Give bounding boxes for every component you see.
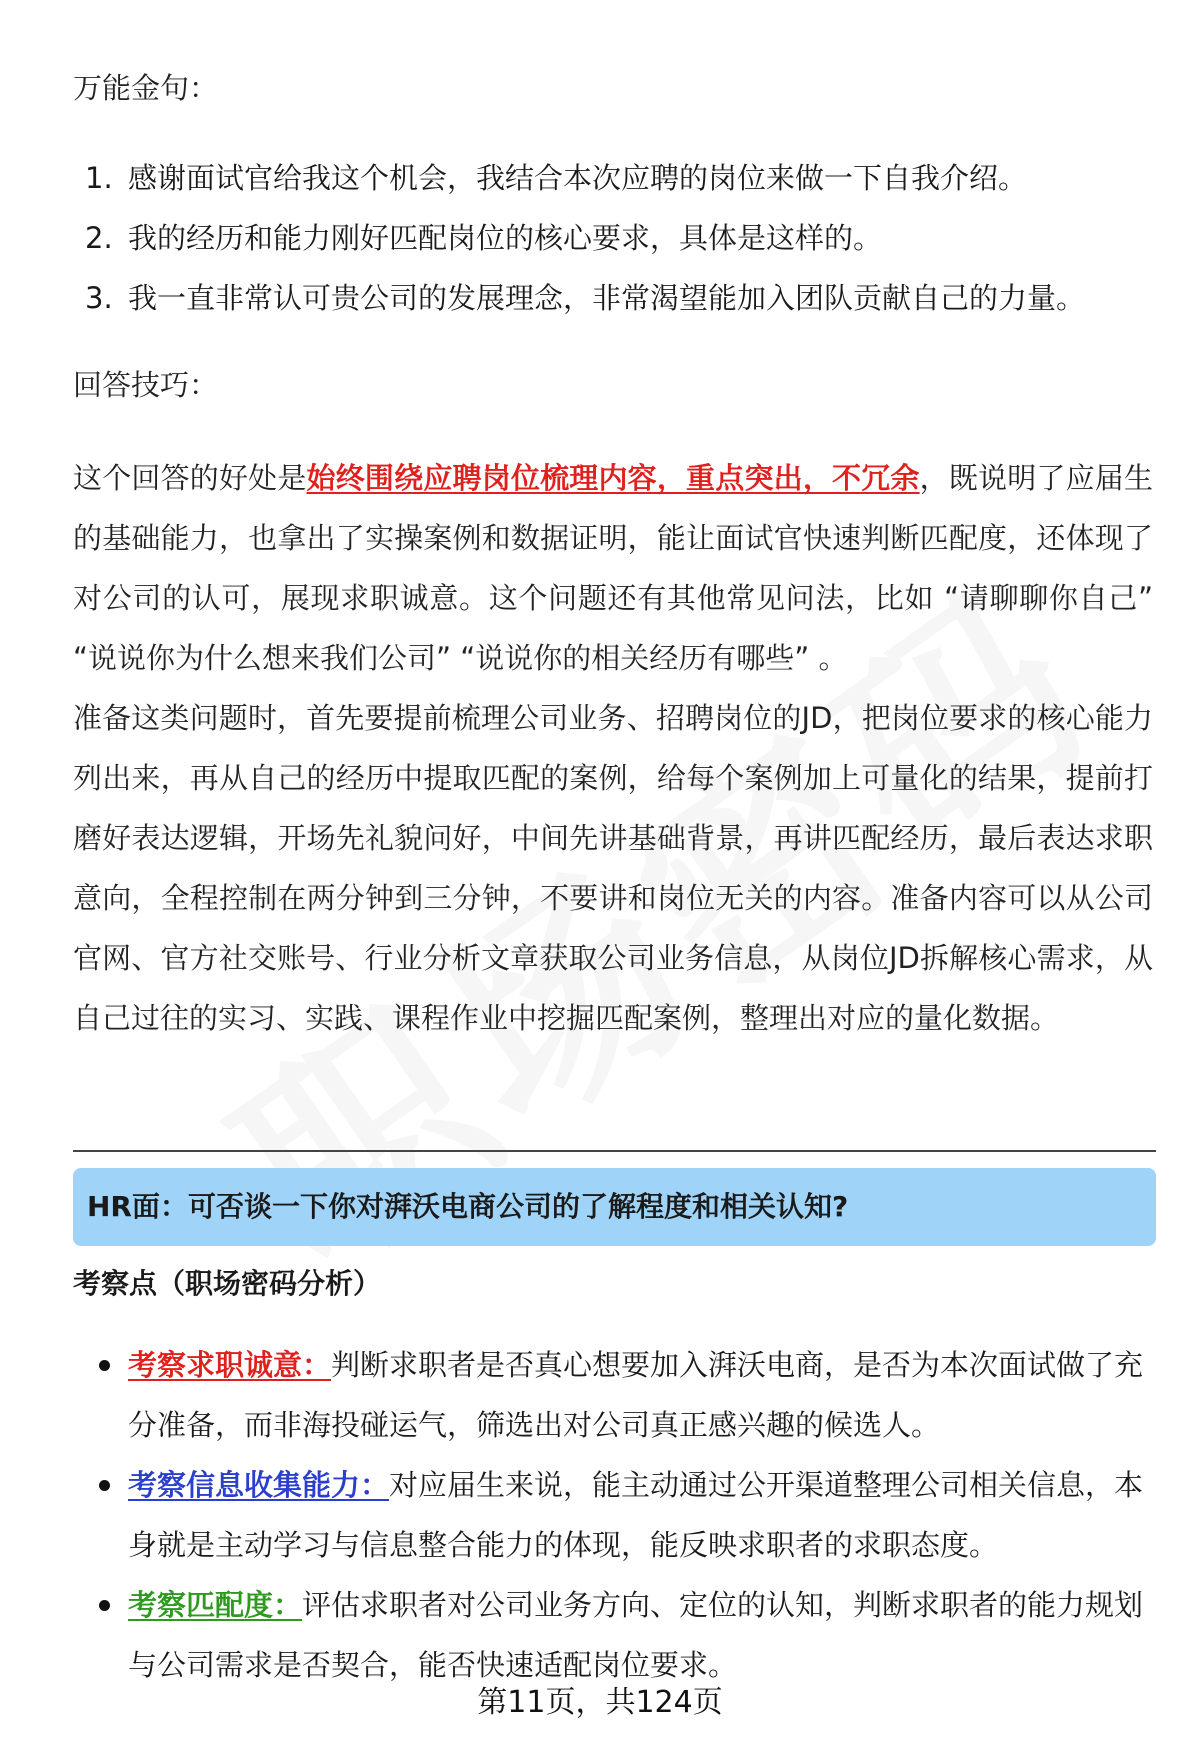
list-item [73, 273, 1153, 333]
tips-text: ，既说明了应届生的基础能力，也拿出了实操案例和数据证明，能让面试官快速判断匹配度，还体现了对公司的认可，展现求职诚意。这个问题还有其他常见问法，比如 “请聊聊你自己” “说说你为什么想来我们公司” “说说你的相关经历有哪些” 。 [73, 461, 1153, 675]
list-item [73, 213, 1153, 273]
list-number: 3. [85, 281, 113, 315]
point-label: 考察匹配度： [128, 1588, 303, 1622]
list-item [73, 1455, 1156, 1575]
bullet-icon [99, 1480, 110, 1491]
list-item [73, 1575, 1156, 1695]
phrase-list [73, 153, 1153, 333]
point-text: 评估求职者对公司业务方向、定位的认知，判断求职者的能力规划与公司需求是否契合，能否快速适配岗位要求。 [128, 1588, 1144, 1682]
points-list [73, 1335, 1156, 1695]
point-label: 考察信息收集能力： [128, 1468, 390, 1502]
point-text: 对应届生来说，能主动通过公开渠道整理公司相关信息，本身就是主动学习与信息整合能力的体现，能反映求职者的求职态度。 [128, 1468, 1144, 1562]
tips-text: 这个回答的好处是 [73, 461, 307, 495]
bullet-icon [99, 1360, 110, 1371]
tips-label: 回答技巧： [73, 368, 219, 402]
list-text: 我的经历和能力刚好匹配岗位的核心要求，具体是这样的。 [128, 221, 883, 255]
list-number: 1. [85, 161, 113, 195]
divider [73, 1150, 1156, 1152]
list-item [73, 153, 1153, 213]
list-number: 2. [85, 221, 113, 255]
tips-paragraph-2: 准备这类问题时，首先要提前梳理公司业务、招聘岗位的JD，把岗位要求的核心能力列出来，再从自己的经历中提取匹配的案例，给每个案例加上可量化的结果，提前打磨好表达逻辑，开场先礼貌问好，中间先讲基础背景，再讲匹配经历，最后表达求职意向，全程控制在两分钟到三分钟，不要讲和岗位无关的内容。准备内容可以从公司官网、官方社交账号、行业分析文章获取公司业务信息，从岗位JD拆解核心需求，从自己过往的实习、实践、课程作业中挖掘匹配案例，整理出对应的量化数据。 [73, 701, 1153, 1035]
tips-paragraph-1 [73, 448, 1153, 688]
intro-label: 万能金句： [73, 71, 219, 105]
point-text: 判断求职者是否真心想要加入湃沃电商，是否为本次面试做了充分准备，而非海投碰运气，筛选出对公司真正感兴趣的候选人。 [128, 1348, 1144, 1442]
bullet-icon [99, 1600, 110, 1611]
list-item [73, 1335, 1156, 1455]
section-title: 考察点（职场密码分析） [73, 1267, 382, 1300]
tips-highlight: 始终围绕应聘岗位梳理内容，重点突出，不冗余 [306, 461, 920, 495]
list-text: 感谢面试官给我这个机会，我结合本次应聘的岗位来做一下自我介绍。 [128, 161, 1028, 195]
point-label: 考察求职诚意： [128, 1348, 332, 1382]
hr-question-box: HR面：可否谈一下你对湃沃电商公司的了解程度和相关认知? [73, 1168, 1156, 1246]
page-number: 第11页，共124页 [477, 1685, 723, 1720]
list-text: 我一直非常认可贵公司的发展理念，非常渴望能加入团队贡献自己的力量。 [128, 281, 1086, 315]
